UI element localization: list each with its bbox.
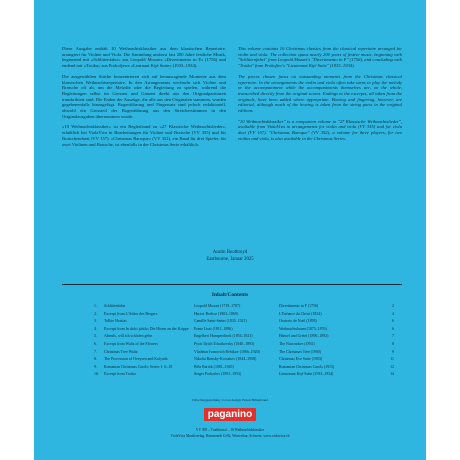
toc-composer: Camille Saint-Saëns (1835–1921) xyxy=(194,319,247,324)
toc-source: Christmas Eve Suite (1903) xyxy=(279,357,323,362)
toc-title: Inhalt/Contents xyxy=(211,292,249,298)
toc-number: 1. xyxy=(94,304,97,308)
footer-line-2: ViolaViva Musikverlag, Hammondt Gr92, Winterthur, Schweiz, www.violaviva.ch xyxy=(170,434,290,438)
toc-row xyxy=(94,304,394,312)
toc-page: 7 xyxy=(392,334,394,339)
german-intro xyxy=(62,46,226,152)
toc-title-cell: The Procession of Oveysen and Kolyada xyxy=(104,357,168,362)
toc-page: 2 xyxy=(392,304,394,308)
intro-columns xyxy=(62,46,402,152)
toc-title-cell: Abends, will ich schlafen gehn xyxy=(104,334,153,339)
publisher-logo xyxy=(34,398,426,422)
toc-title-cell: Tollite Hostias xyxy=(104,319,127,324)
signature-name: Austin Boothroyd xyxy=(212,250,248,255)
toc-source: Weihnachtsbaum (1873–1876) xyxy=(279,326,327,331)
toc-source: Romanian Christmas Carols (1915) xyxy=(279,364,335,369)
cover-credit: Umschlaggestaltung / Cover design: Ernest Hillenbrand xyxy=(192,398,268,402)
toc-page: 14 xyxy=(390,372,394,377)
toc-source: Oratorio de Noël (1858) xyxy=(279,319,317,324)
toc-row xyxy=(94,334,394,342)
toc-row xyxy=(94,342,394,350)
signature-place-date: Eastbourne, Januar 2025 xyxy=(206,257,254,262)
toc-page: 6 xyxy=(392,319,394,324)
toc-composer: Pyotr Ilyich Tchaikovsky (1840–1893) xyxy=(194,341,255,346)
toc-composer: Béla Bartók (1881–1945) xyxy=(194,364,234,369)
english-intro xyxy=(238,46,402,152)
intro-en-paragraph: The pieces chosen focus on outstanding moments from the Christmas classical repertoire. In the arrangements the violin and viola often take turns to play the melody or the accompaniment while the accompaniments themselves are, on the whole, transcribed directly from the original scores. Endings to the excerpts, all taken from the originals, have been added where appropriate. Bowing and fingering, however, are editorial, although much of the bowing is taken from the string parts in the original editions. xyxy=(238,73,402,114)
toc-row xyxy=(94,372,394,380)
toc-number: 8. xyxy=(94,357,97,362)
footer-line-1: VV 309 – Traditional – 10 Weihnachtsklassiker xyxy=(195,428,265,432)
toc-page: 11 xyxy=(390,357,394,362)
toc-title-cell: Schlittenfahrt xyxy=(104,304,126,308)
toc-number: 3. xyxy=(94,319,97,324)
toc-page: 6 xyxy=(392,326,394,331)
toc-page: 9 xyxy=(392,349,394,354)
toc-source: The Christmas Tree (1900) xyxy=(279,349,322,354)
toc-title-cell: Excerpt from Waltz of the Flowers xyxy=(104,341,158,346)
toc-number: 6. xyxy=(94,341,97,346)
toc-row xyxy=(94,319,394,327)
toc-number: 9. xyxy=(94,364,97,369)
toc-composer: Sergei Prokofiev (1891–1953) xyxy=(194,372,242,377)
toc-composer: Vladimir Ivanovich Rebikov (1866–1920) xyxy=(194,349,260,354)
intro-en-paragraph: This volume contains 10 Christmas classics from the classical repertoire arranged for violin and viola. The collection spans nearly 200 years of festive music, beginning with "Schlittenfahrt" from Leopold Mozart's "Divertimento in F" (1756), and concluding with "Troika" from Prokofiev's "Lieutenant Kijé Suite" (1933–1934). xyxy=(238,46,402,69)
toc-title-cell: Excerpt from In dulci jubilo; Die Hirten an der Krippe xyxy=(104,326,189,331)
toc-source: Divertimento in F (1756) xyxy=(279,304,319,308)
toc-number: 2. xyxy=(94,311,97,316)
toc-page: 12 xyxy=(390,364,394,369)
toc-row xyxy=(94,327,394,335)
toc-number: 4. xyxy=(94,326,97,331)
toc-title-cell: Romanian Christmas Carols; Series 1: 6–10 xyxy=(104,364,173,369)
toc-number: 10. xyxy=(94,372,99,377)
toc-composer: Hector Berlioz (1803–1869) xyxy=(194,311,239,316)
toc-row xyxy=(94,357,394,365)
toc-composer: Franz Liszt (1811–1886) xyxy=(194,326,233,331)
toc-title-cell: Excerpt from L'Adieu des Bergers xyxy=(104,311,158,316)
toc-number: 7. xyxy=(94,349,97,354)
toc-number: 5. xyxy=(94,334,97,339)
divider xyxy=(62,284,402,285)
intro-de-paragraph: »10 Weihnachtsklassiker« ist ein Begleitband zu »27 Klassische Weihnachtslieder«, erhältlich bei ViolaViva in Bearbeitungen für Violine und Bratsche (VV 355) und für Bratschenduett (VV 157). »Christmas Baroque« (VV 352), ein Band für drei Spieler, für zwei Violinen und Bratsche, ist ebenfalls in der Christmas Serie erhältlich. xyxy=(62,124,226,147)
toc-source: L'Enfance du Christ (1854) xyxy=(279,311,322,316)
toc-row xyxy=(94,350,394,358)
toc-source: Hänsel und Gretel (1890–1892) xyxy=(279,334,329,339)
toc-composer: Leopold Mozart (1719–1787) xyxy=(194,304,241,308)
toc-page: 4 xyxy=(392,311,394,316)
toc-composer: Nikolai Rimsky-Korsakov (1844–1908) xyxy=(194,357,257,362)
toc-page: 8 xyxy=(392,341,394,346)
toc-source: The Nutcracker (1892) xyxy=(279,341,315,346)
toc-row xyxy=(94,312,394,320)
intro-de-paragraph: Diese Ausgabe enthält 10 Weihnachtsklassiker aus dem klassischen Repertoire, arrangiert für Violine und Viola. Die Sammlung umfasst fast 200 Jahre festliche Musik, beginnend mit »Schlittenfahrt« aus Leopold Mozarts »Divertimento in F« (1756) und endend mit »Troika« aus Prokofjews »Leutnant Kijé Suite« (1933–1934). xyxy=(62,46,226,69)
intro-de-paragraph: Die ausgewählten Stücke konzentrieren sich auf herausragende Momente aus dem klassischen Weihnachtsrepertoire. In den Arrangements wechseln sich Violine und Bratsche oft ab, um die Melodie oder die Begleitung zu spielen, während die Begleitungen selbst im Grossen und Ganzen direkt aus den Originalpartituren transkribiert sind. Die Enden der Auszüge, die alle aus den Originalen stammen, wurden gegebenenfalls hinzugefügt. Bogenführung und Fingersatz sind jedoch redaktionell, obwohl ein Grossteil der Bogenführung aus den Streicherstimmen in den Originalausgaben übernommen wurde. xyxy=(62,73,226,119)
intro-en-paragraph: "10 Weihnachtsklassiker" is a companion volume to "27 Klassische Weihnachtslieder", available from ViolaViva in arrangements for violin and viola (VV 355) and for viola duet (VV 157). "Christmas Baroque" (VV 352), a volume for three players, for two violins and viola, is also available in the Christmas Series. xyxy=(238,118,402,141)
paganino-logo: paganino xyxy=(204,408,256,421)
table-of-contents xyxy=(94,304,394,380)
toc-source: Lieutenant Kijé Suite (1933–1934) xyxy=(279,372,334,377)
toc-title-cell: Excerpt from Troika xyxy=(104,372,136,377)
toc-title-cell: Christmas Tree Waltz xyxy=(104,349,138,354)
toc-row xyxy=(94,365,394,373)
page-back-cover xyxy=(34,0,426,460)
toc-composer: Engelbert Humperdinck (1854–1921) xyxy=(194,334,253,339)
